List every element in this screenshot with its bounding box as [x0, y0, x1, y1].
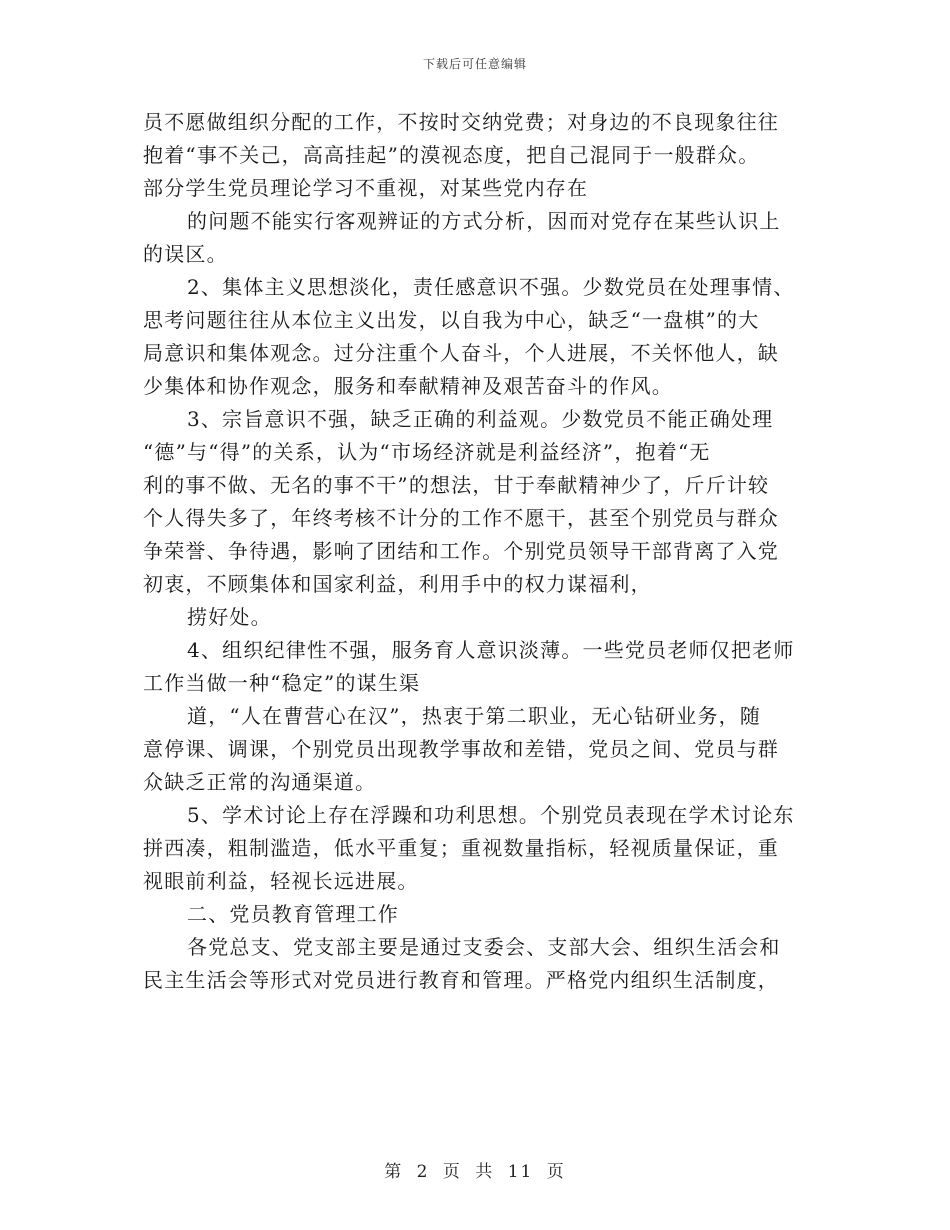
body-text-line: 4、组织纪律性不强，服务育人意识淡薄。一些党员老师仅把老师	[187, 638, 795, 662]
body-text-line: 的误区。	[143, 242, 228, 266]
body-text-line: 意停课、调课，个别党员出现教学事故和差错，党员之间、党员与群	[143, 737, 779, 761]
body-text-line: 少集体和协作观念，服务和奉献精神及艰苦奋斗的作风。	[143, 374, 673, 398]
body-text-line: 初衷，不顾集体和国家利益，利用手中的权力谋福利，	[143, 572, 652, 596]
body-text-line: 二、党员教育管理工作	[187, 902, 399, 926]
page-header: 下载后可任意编辑	[422, 57, 527, 71]
body-text-line: 思考问题往往从本位主义出发，以自我为中心，缺乏“一盘棋”的大	[143, 308, 760, 332]
body-text-line: 各党总支、党支部主要是通过支委会、支部大会、组织生活会和	[187, 935, 781, 959]
page-number-footer: 第 2 页 共 11 页	[384, 1162, 566, 1182]
body-text-line: “德”与“得”的关系，认为“市场经济就是利益经济”，抱着“无	[143, 440, 711, 464]
body-text-line: 2、集体主义思想淡化，责任感意识不强。少数党员在处理事情、	[187, 275, 795, 299]
body-text-line: 员不愿做组织分配的工作，不按时交纳党费；对身边的不良现象往往	[143, 110, 779, 134]
document-body	[143, 106, 808, 997]
body-text-line: 争荣誉、争待遇，影响了团结和工作。个别党员领导干部背离了入党	[143, 539, 779, 563]
body-text-line: 个人得失多了，年终考核不计分的工作不愿干，甚至个别党员与群众	[143, 506, 779, 530]
body-text-line: 拼西凑，粗制滥造，低水平重复；重视数量指标，轻视质量保证，重	[143, 836, 779, 860]
body-text-line: 抱着“事不关己，高高挂起”的漠视态度，把自己混同于一般群众。	[143, 143, 760, 167]
body-text-line: 3、宗旨意识不强，缺乏正确的利益观。少数党员不能正确处理	[187, 407, 774, 431]
body-text-line: 捞好处。	[187, 605, 272, 629]
body-text-line: 局意识和集体观念。过分注重个人奋斗，个人进展，不关怀他人，缺	[143, 341, 779, 365]
body-text-line: 众缺乏正常的沟通渠道。	[143, 770, 377, 794]
body-text-line: 工作当做一种“稳定”的谋生渠	[143, 671, 421, 695]
body-text-line: 部分学生党员理论学习不重视，对某些党内存在	[143, 176, 589, 200]
body-text-line: 道，“人在曹营心在汉”，热衷于第二职业，无心钻研业务，随	[187, 704, 762, 728]
body-text-line: 5、学术讨论上存在浮躁和功利思想。个别党员表现在学术讨论东	[187, 803, 795, 827]
body-text-line: 的问题不能实行客观辨证的方式分析，因而对党存在某些认识上	[187, 209, 781, 233]
body-text-line: 民主生活会等形式对党员进行教育和管理。严格党内组织生活制度，	[143, 968, 779, 992]
body-text-line: 利的事不做、无名的事不干”的想法，甘于奉献精神少了，斤斤计较	[143, 473, 770, 497]
body-text-line: 视眼前利益，轻视长远进展。	[143, 869, 419, 893]
